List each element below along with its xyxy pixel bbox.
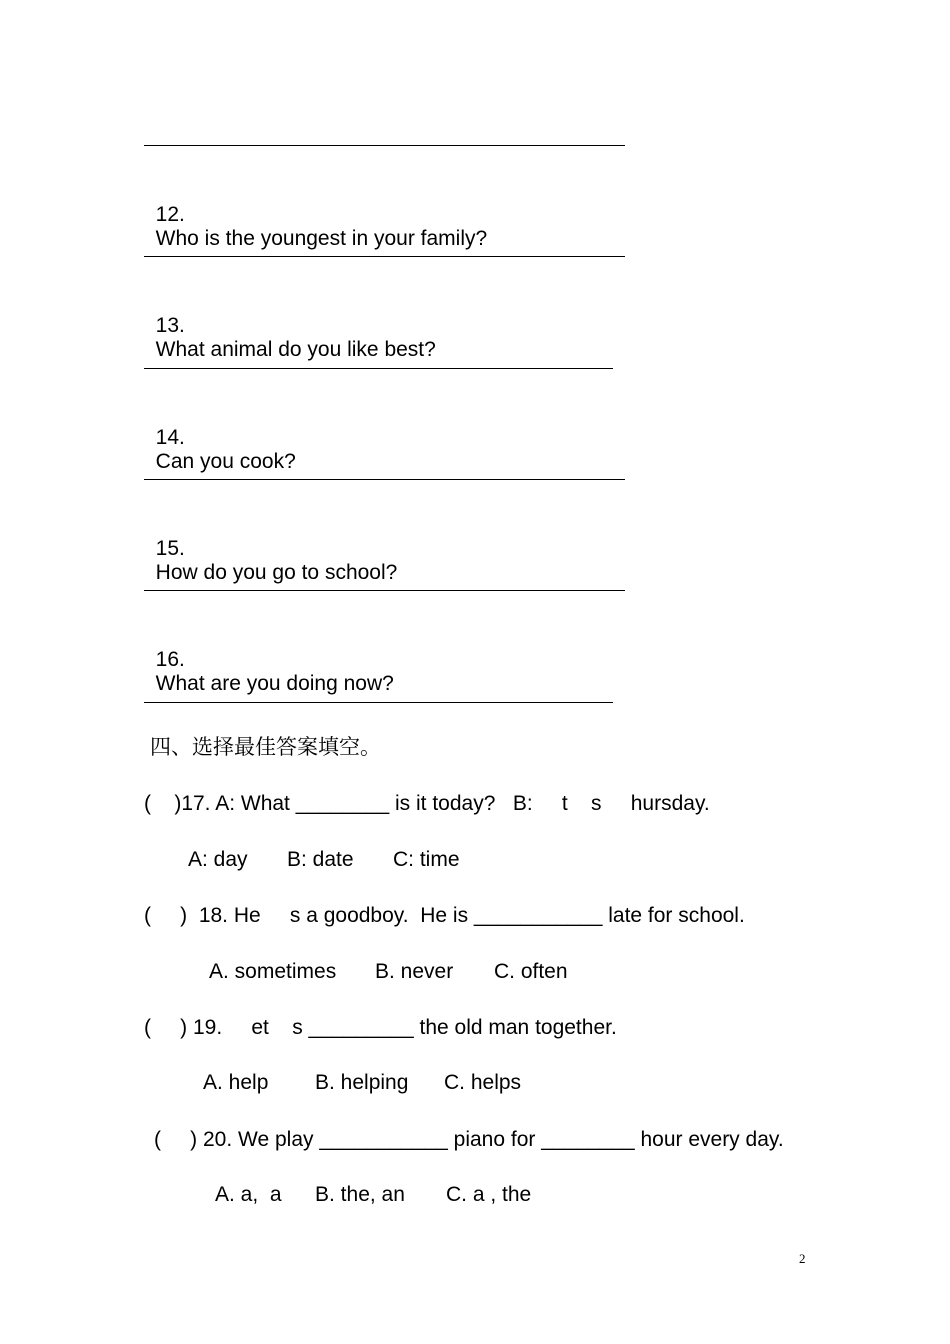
- answer-line-14[interactable]: [144, 479, 625, 480]
- question-number: 12.: [155, 203, 185, 226]
- option-c[interactable]: C. often: [494, 960, 568, 983]
- question-text: How do you go to school?: [155, 561, 398, 584]
- option-c[interactable]: C: time: [393, 848, 460, 871]
- question-text: What animal do you like best?: [155, 338, 436, 361]
- question-number: 16.: [155, 648, 185, 671]
- option-a[interactable]: A. help: [203, 1071, 269, 1094]
- option-a[interactable]: A: day: [188, 848, 248, 871]
- mc-question-20: ( ) 20. We play ___________ piano for ________ hour every day.: [154, 1128, 784, 1151]
- page-number: 2: [799, 1251, 806, 1266]
- section-heading: 四、选择最佳答案填空。: [150, 735, 381, 759]
- question-16: [144, 624, 394, 696]
- question-number: 14.: [155, 426, 185, 449]
- answer-line-15[interactable]: [144, 590, 625, 591]
- answer-line-12[interactable]: [144, 256, 625, 257]
- option-b[interactable]: B. the, an: [315, 1183, 405, 1206]
- question-15: [144, 513, 397, 585]
- option-b[interactable]: B: date: [287, 848, 354, 871]
- answer-line-16[interactable]: [144, 702, 613, 703]
- question-14: [144, 402, 296, 474]
- option-b[interactable]: B. helping: [315, 1071, 409, 1094]
- mc-question-17: ( )17. A: What ________ is it today? B: t s hursday.: [144, 792, 710, 815]
- answer-line-13[interactable]: [144, 368, 613, 369]
- option-a[interactable]: A. a, a: [215, 1183, 282, 1206]
- question-number: 15.: [155, 537, 185, 560]
- question-text: Can you cook?: [155, 450, 296, 473]
- option-a[interactable]: A. sometimes: [209, 960, 337, 983]
- question-number: 13.: [155, 314, 185, 337]
- question-text: Who is the youngest in your family?: [155, 227, 488, 250]
- mc-question-19: ( ) 19. et s _________ the old man together.: [144, 1016, 617, 1039]
- question-text: What are you doing now?: [155, 672, 394, 695]
- option-c[interactable]: C. helps: [444, 1071, 522, 1094]
- option-c[interactable]: C. a , the: [446, 1183, 532, 1206]
- answer-line-11: [144, 145, 625, 146]
- question-12: [144, 179, 487, 251]
- question-13: [144, 290, 436, 362]
- mc-question-18: ( ) 18. He s a goodboy. He is ___________ late for school.: [144, 904, 745, 927]
- option-b[interactable]: B. never: [375, 960, 454, 983]
